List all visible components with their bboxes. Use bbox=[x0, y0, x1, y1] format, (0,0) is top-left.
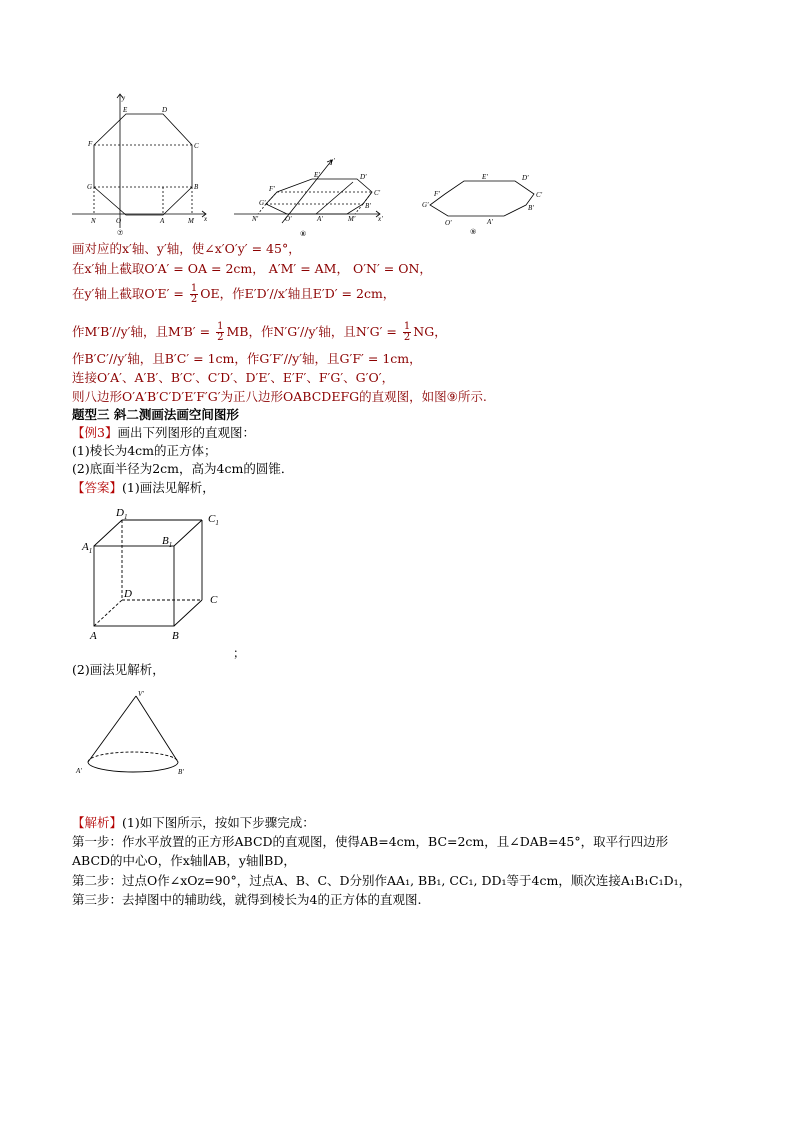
label-N: N bbox=[91, 217, 96, 225]
example-3: 【例3】画出下列图形的直观图： bbox=[72, 425, 255, 440]
label-O: O bbox=[116, 217, 122, 225]
label-B-prime: B' bbox=[528, 204, 534, 212]
step-verticals: 作M′B′//y′轴，且M′B′ = $\frac{1}{2}$ MB，作N′G′//y′轴，且N′G′ = $\frac{1}{2}$ NG， bbox=[72, 321, 447, 343]
fraction-half: $\frac{1}{2}$ bbox=[190, 283, 198, 305]
figure-caption: ⑧ bbox=[300, 231, 307, 238]
label-C-prime: C' bbox=[374, 189, 381, 197]
semicolon: ； bbox=[233, 646, 246, 660]
label-E-prime: E' bbox=[314, 171, 320, 179]
question-1: (1)棱长为4cm的正方体； bbox=[72, 443, 217, 458]
label-M-prime: M' bbox=[348, 215, 356, 223]
label-A1: A bbox=[82, 541, 89, 553]
label-D: D bbox=[124, 588, 132, 600]
label-F-prime: F' bbox=[434, 190, 440, 198]
label-B-prime: B' bbox=[365, 202, 371, 210]
label-A-prime: A' bbox=[487, 218, 493, 226]
cube-diagram bbox=[78, 502, 238, 647]
label-G-prime: G' bbox=[422, 201, 429, 209]
label-A-prime: A' bbox=[317, 215, 323, 223]
step-x-axis: 在x′轴上截取O′A′ = OA = 2cm， A′M′ = AM， O′N′ = ON， bbox=[72, 261, 432, 276]
label-G-prime: G' bbox=[259, 199, 266, 207]
label-B: B bbox=[194, 183, 199, 191]
fraction-half: $\frac{1}{2}$ bbox=[403, 321, 411, 343]
label-F: F bbox=[88, 140, 93, 148]
step-y-axis: 在y′轴上截取O′E′ = $\frac{1}{2}$ OE，作E′D′//x′轴且E′D′ = 2cm， bbox=[72, 283, 396, 305]
figure-caption: ⑨ bbox=[470, 229, 477, 236]
question-2: (2)底面半径为2cm，高为4cm的圆锥． bbox=[72, 461, 294, 476]
section-heading: 题型三 斜二测画法画空间图形 bbox=[72, 407, 239, 422]
label-G: G bbox=[87, 183, 93, 191]
step-connect: 连接O′A′、A′B′、B′C′、C′D′、D′E′、E′F′、F′G′、G′O′， bbox=[72, 370, 395, 385]
figure-8-oblique-axes bbox=[232, 155, 392, 240]
label-N-prime: N' bbox=[252, 215, 259, 223]
fraction-half: $\frac{1}{2}$ bbox=[217, 321, 224, 343]
svg-text:A1: $A_1$ bbox=[82, 541, 93, 555]
label-M: M bbox=[188, 217, 194, 225]
step-segments: 作B′C′//y′轴，且B′C′ = 1cm，作G′F′//y′轴，且G′F′ = 1cm， bbox=[72, 351, 422, 366]
label-y: y bbox=[122, 94, 126, 102]
label-F-prime: F' bbox=[269, 185, 275, 193]
analysis-step-2: 第二步：过点O作∠xOz=90°，过点A、B、C、D分别作AA₁, BB₁, CC₁, DD₁等于4cm，顺次连接A₁B₁C₁D₁， bbox=[72, 873, 692, 888]
label-A: A bbox=[160, 217, 165, 225]
answer-1: 【答案】(1)画法见解析， bbox=[72, 480, 215, 495]
label-x: x bbox=[204, 215, 208, 223]
svg-text:C1: $C_1$ bbox=[208, 513, 219, 527]
figure-7-octagon bbox=[70, 88, 210, 238]
label-A: A bbox=[90, 630, 97, 642]
label-C: C bbox=[194, 142, 199, 150]
label-D1: D bbox=[116, 507, 124, 519]
label-D-prime: D' bbox=[522, 174, 529, 182]
label-y-prime: y' bbox=[330, 157, 335, 165]
figure-caption: ⑦ bbox=[117, 230, 124, 237]
label-C-prime: C' bbox=[536, 191, 543, 199]
analysis-step-3: 第三步：去掉图中的辅助线，就得到棱长为4的正方体的直观图. bbox=[72, 892, 422, 907]
label-D-prime: D' bbox=[360, 173, 367, 181]
label-D: D bbox=[162, 106, 168, 114]
label-B: B bbox=[172, 630, 179, 642]
label-B1: B bbox=[162, 535, 169, 547]
cone-diagram bbox=[72, 686, 202, 786]
analysis-step-1a: 第一步：作水平放置的正方形ABCD的直观图，使得AB=4cm，BC=2cm，且∠DAB=45°，取平行四边形 bbox=[72, 834, 669, 849]
label-E-prime: E' bbox=[482, 173, 488, 181]
label-B-prime: B' bbox=[178, 768, 184, 776]
label-C1: C bbox=[208, 513, 216, 525]
step-axes: 画对应的x′轴、y′轴，使∠x′O′y′ = 45°， bbox=[72, 241, 301, 256]
label-A-prime: A' bbox=[76, 767, 82, 775]
analysis-intro: 【解析】(1)如下图所示，按如下步骤完成： bbox=[72, 815, 315, 830]
label-O-prime: O' bbox=[285, 215, 292, 223]
step-conclusion: 则八边形O′A′B′C′D′E′F′G′为正八边形OABCDEFG的直观图，如图⑨所示. bbox=[72, 389, 487, 404]
svg-text:B1: $B_1$ bbox=[162, 535, 173, 549]
answer-2: (2)画法见解析， bbox=[72, 662, 165, 677]
label-x-prime: x' bbox=[378, 215, 383, 223]
svg-text:D1: $D_1$ bbox=[116, 507, 128, 521]
figure-9-octagon-view bbox=[420, 170, 560, 242]
analysis-step-1b: ABCD的中心O，作x轴∥AB，y轴∥BD， bbox=[72, 853, 296, 868]
label-V-prime: V' bbox=[138, 690, 144, 698]
label-C: C bbox=[210, 594, 218, 606]
label-O-prime: O' bbox=[445, 219, 452, 227]
label-E: E bbox=[123, 106, 128, 114]
